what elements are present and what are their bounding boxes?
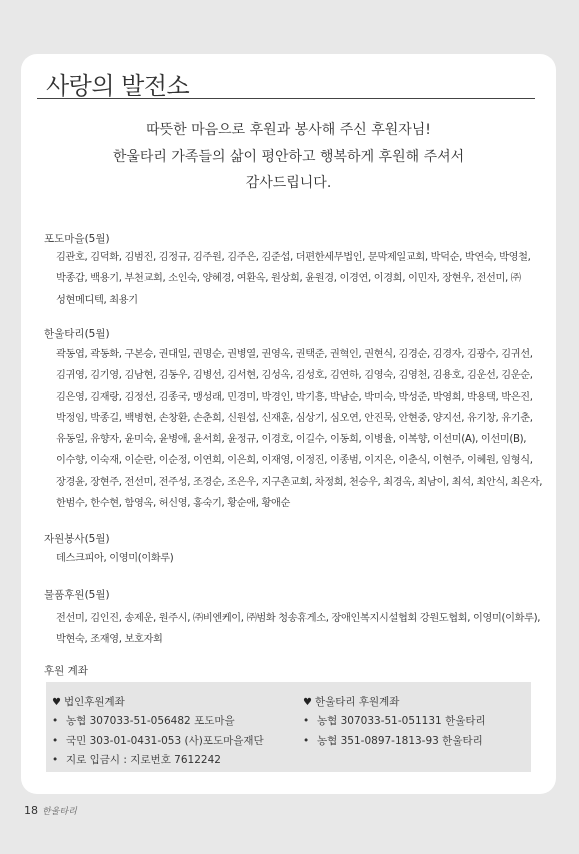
bullet-icon: • [52, 754, 59, 766]
donor-list-hanultari: 곽동엽, 곽동화, 구본승, 권대일, 권명순, 권병열, 권영옥, 권택준, 권혁인, 권현식, 김경순, 김경자, 김광수, 김귀선, 김귀영, 김기영, 김남현, 김동우, 김병선, 김서현, 김성옥, 김성호, 김연하, 김영숙, 김영천, 김용호, 김운선, 김운순, 김은영, 김재랑, 김정선, 김종국, 맹성래, 민경미, 박경인, 박기흥, 박남순, 박미숙, 박성준, 박영희, 박용택, 박은진, 박정임, 박종길, 백병현, 손창환, 손춘희, 신원섭, 신재훈, 심상기, 심오연, 안진묵, 안현중, 양지선, 유기창, 유기춘, 유동일, 유향자, 윤미숙, 윤병애, 윤서희, 윤정규, 이경호, 이길수, 이동희, 이병율, 이복향, 이선미(A), 이선미(B), 이수향, 이숙재, 이순란, 이순정, 이연희, 이은희, 이재영, 이정진, 이종범, 이지은, 이춘식, 이현주, 이혜원, 임형식, 장경윤, 장현주, 전선미, 전주성, 조경순, 조은우, 지구촌교회, 차정희, 천승우, 최경옥, 최남이, 최석, 최안식, 최은자, 한범수, 한수현, 함영옥, 허신영, 홍숙기, 황순애, 황애순 [56, 349, 543, 510]
bullet-icon: • [52, 715, 59, 727]
bullet-icon: • [303, 734, 310, 747]
title-divider [37, 98, 535, 99]
heart-icon: ♥ [52, 697, 61, 708]
page-number: 18 [24, 804, 38, 817]
account-box [46, 682, 531, 772]
donor-list-podomaeul: 김관호, 김덕화, 김범진, 김정규, 김주원, 김주은, 김준섭, 더편한세무법인, 문막제일교회, 박덕순, 박연숙, 박영철, 박종갑, 백용기, 부천교회, 소인숙, 양혜경, 여환옥, 원상희, 윤원경, 이경연, 이경희, 이민자, 장현우, 전선미, ㈜성현메디텍, 최용기 [56, 252, 531, 306]
bullet-icon: • [52, 734, 59, 747]
thanks-message [21, 117, 556, 197]
account-text: 농협 307033-51-051131 한울타리 [317, 715, 486, 727]
account-text: 지로 입금시 : 지로번호 7612242 [66, 754, 221, 766]
corporate-account-heading [52, 693, 264, 712]
bullet-icon: • [303, 715, 310, 727]
page-title: 사랑의 발전소 [46, 72, 190, 100]
section-title-volunteer: 자원봉사(5월) [44, 533, 110, 545]
account-item [52, 732, 264, 752]
goods-donor-list: 전선미, 김인진, 송제운, 원주시, ㈜비엔케이, ㈜범화 청송휴게소, 장애인복지시설협회 강원도협회, 이영미(이화루), 박현숙, 조재영, 보호자회 [56, 613, 541, 646]
account-item [303, 732, 486, 752]
heart-icon: ♥ [303, 697, 312, 708]
account-section-title: 후원 계좌 [44, 665, 88, 677]
account-item [52, 712, 264, 732]
hanultari-account-heading [303, 693, 486, 712]
thanks-line: 감사드립니다. [245, 175, 332, 191]
section-title-podomaeul: 포도마을(5월) [44, 233, 110, 245]
section-title-hanultari: 한울타리(5월) [44, 328, 110, 340]
account-text: 국민 303-01-0431-053 (사)포도마을재단 [66, 734, 264, 747]
corporate-account-title: 법인후원계좌 [63, 696, 125, 708]
content-card [21, 54, 556, 794]
account-text: 농협 351-0897-1813-93 한울타리 [317, 734, 483, 747]
hanultari-account-title: 한울타리 후원계좌 [314, 696, 400, 708]
account-item [303, 712, 486, 732]
account-text: 농협 307033-51-056482 포도마을 [66, 715, 235, 727]
thanks-line: 따뜻한 마음으로 후원과 봉사해 주신 후원자님! [146, 122, 431, 138]
hanultari-account-column [303, 693, 486, 751]
thanks-line: 한울타리 가족들의 삶이 평안하고 행복하게 후원해 주셔서 [112, 148, 465, 165]
footer-logo: 한울타리 [42, 807, 77, 817]
section-title-goods: 물품후원(5월) [44, 589, 110, 601]
corporate-account-column [52, 693, 264, 771]
account-item [52, 751, 264, 771]
volunteer-list: 데스크피아, 이영미(이화루) [56, 553, 174, 564]
